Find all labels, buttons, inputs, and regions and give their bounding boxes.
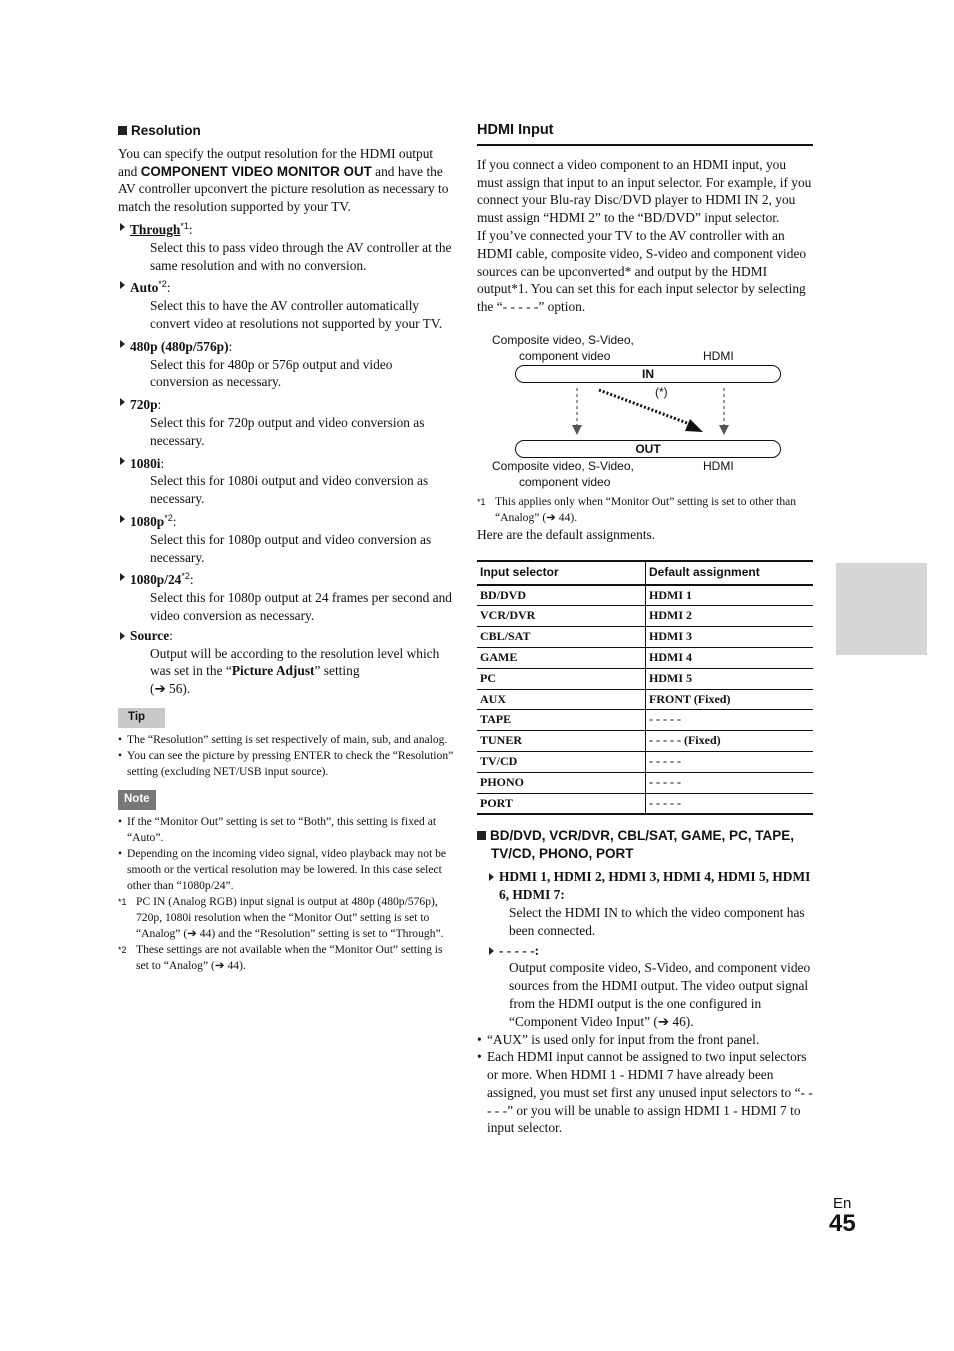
side-tab-marker: [836, 563, 927, 655]
triangle-bullet-icon: [120, 573, 125, 581]
table-row: [477, 689, 813, 710]
hdmi-para-1: If you connect a video component to an HDMI input, you must assign that input to an input selector. For example, if you connect your Blu-ray Disc/DVD player to HDMI IN 2, you must assign “HDMI 2” to the “BD/DVD” input selector.: [477, 156, 812, 226]
hdmi-para-2: If you’ve connected your TV to the AV controller with an HDMI cable, composite video, S-video and component video sources can be upconverted* and output by the HDMI output*1. You can set this for each input selector by selecting the “- - - - -” option.: [477, 227, 807, 315]
diagram-top-hdmi: HDMI: [703, 348, 734, 363]
tip-item: • The “Resolution” setting is set respectively of main, sub, and analog.: [118, 732, 454, 748]
option-auto: Auto$^{*2}$:: [130, 276, 454, 297]
diagram-top-label: Composite video, S-Video, component video: [492, 332, 634, 363]
cell-input-selector: PC: [477, 668, 646, 689]
note-item: • Depending on the incoming video signal, video playback may not be smooth or the vertical resolution may be lowered. In this case select other than “1080p/24”.: [118, 846, 454, 894]
option-auto-desc: Select this to have the AV controller automatically convert video at resolutions not supported by your TV.: [150, 298, 443, 331]
defaults-intro: Here are the default assignments.: [477, 526, 656, 542]
bullet-item: • “AUX” is used only for input from the front panel.: [477, 1031, 813, 1049]
triangle-bullet-icon: [120, 457, 125, 465]
cell-input-selector: CBL/SAT: [477, 627, 646, 648]
cell-input-selector: BD/DVD: [477, 585, 646, 606]
cell-default-assignment: HDMI 4: [646, 647, 814, 668]
hdmi-footnote: *1 This applies only when “Monitor Out” setting is set to other than “Analog” (➔ 44).: [477, 494, 797, 524]
option-source-desc: Output will be according to the resolution level which was set in the “Picture Adjust” setting (➔ 56).: [150, 645, 440, 697]
triangle-bullet-icon: [120, 340, 125, 348]
hdmi-bullets: [477, 1031, 813, 1138]
option-source: Source:: [130, 627, 454, 645]
page-language: En: [833, 1195, 852, 1212]
triangle-bullet-icon: [120, 632, 125, 640]
left-column: [118, 122, 454, 974]
triangle-bullet-icon: [120, 223, 125, 231]
cell-default-assignment: - - - - -: [646, 751, 814, 772]
cell-input-selector: PORT: [477, 793, 646, 814]
option-1080i-desc: Select this for 1080i output and video conversion as necessary.: [150, 473, 429, 507]
diagram-in-bar: IN: [515, 365, 781, 383]
cell-input-selector: PHONO: [477, 772, 646, 793]
option-hdmi-desc: Select the HDMI IN to which the video component has been connected.: [509, 904, 805, 938]
cell-input-selector: GAME: [477, 647, 646, 668]
bullet-item: • Each HDMI input cannot be assigned to two input selectors or more. When HDMI 1 - HDMI 7 have already been assigned, you must set first any unused input selectors to “- - - - -” or you will be unable to assign HDMI 1 - HDMI 7 to input selector.: [477, 1048, 813, 1137]
tip-item: • You can see the picture by pressing ENTER to check the “Resolution” setting (excluding NET/USB input source).: [118, 748, 454, 780]
square-bullet-icon: [118, 126, 127, 135]
table-row: [477, 647, 813, 668]
header-default-assignment: Default assignment: [646, 561, 814, 585]
note-item: • If the “Monitor Out” setting is set to “Both”, this setting is fixed at “Auto”.: [118, 814, 454, 846]
option-480p-desc: Select this for 480p or 576p output and video conversion as necessary.: [150, 356, 393, 390]
resolution-intro: You can specify the output resolution for the HDMI output and COMPONENT VIDEO MONITOR OUT and have the AV controller upconvert the picture resolution as necessary to match the resolution supported by your TV.: [118, 145, 449, 215]
table-row: [477, 772, 813, 793]
option-1080p-desc: Select this for 1080p output and video conversion as necessary.: [150, 531, 432, 565]
option-1080p-24: 1080p/24$^{*2}$:: [130, 568, 454, 589]
option-hdmi: HDMI 1, HDMI 2, HDMI 3, HDMI 4, HDMI 5, HDMI 6, HDMI 7:: [499, 868, 813, 904]
table-row: [477, 751, 813, 772]
triangle-bullet-icon: [120, 515, 125, 523]
option-through: Through$^{*1}$:: [130, 218, 454, 239]
cell-default-assignment: - - - - -: [646, 710, 814, 731]
option-480p: 480p (480p/576p):: [130, 335, 454, 356]
note-list: [118, 814, 454, 894]
footnote-1: *1 PC IN (Analog RGB) input signal is output at 480p (480p/576p), 720p, 1080i resolution when the “Monitor Out” setting is set to “Analog” (➔ 44) and the “Resolution” setting is set to “Through”.: [118, 894, 444, 940]
table-row: [477, 627, 813, 648]
table-row: [477, 731, 813, 752]
cell-default-assignment: - - - - -: [646, 772, 814, 793]
cell-default-assignment: HDMI 1: [646, 585, 814, 606]
table-body: [477, 585, 813, 815]
right-column: [477, 122, 813, 1137]
table-row: [477, 668, 813, 689]
option-1080i: 1080i:: [130, 452, 454, 473]
cell-input-selector: TV/CD: [477, 751, 646, 772]
cell-input-selector: TAPE: [477, 710, 646, 731]
upconvert-diagram: [477, 322, 813, 494]
footnote-2: *2 These settings are not available when the “Monitor Out” setting is set to “Analog” (➔ 44).: [118, 942, 443, 972]
cell-default-assignment: - - - - -: [646, 793, 814, 814]
tip-label: Tip: [118, 708, 165, 728]
diagram-arrows: [477, 382, 813, 440]
cell-default-assignment: HDMI 2: [646, 606, 814, 627]
option-dash: - - - - -:: [499, 942, 813, 960]
resolution-options: [118, 218, 454, 698]
tip-list: [118, 732, 454, 780]
option-through-desc: Select this to pass video through the AV controller at the same resolution and with no conversion.: [150, 239, 452, 273]
option-dash-desc: Output composite video, S-Video, and component video sources from the HDMI output. The video output signal from the HDMI output is the one configured in “Component Video Input” (➔ 46).: [509, 960, 811, 1029]
option-720p: 720p:: [130, 393, 454, 414]
cell-default-assignment: HDMI 3: [646, 627, 814, 648]
option-1080p: $1080p^{*2}$:: [130, 510, 454, 531]
diagram-star: (*): [655, 384, 668, 399]
diagram-bottom-label: Composite video, S-Video, component video: [492, 458, 634, 489]
resolution-heading: Resolution: [118, 122, 454, 140]
cell-input-selector: VCR/DVR: [477, 606, 646, 627]
table-row: [477, 585, 813, 606]
cell-input-selector: AUX: [477, 689, 646, 710]
cell-input-selector: TUNER: [477, 731, 646, 752]
hdmi-input-heading: HDMI Input: [477, 122, 813, 146]
default-assignment-table: [477, 560, 813, 816]
table-row: [477, 606, 813, 627]
triangle-bullet-icon: [120, 398, 125, 406]
page-number: 45: [829, 1210, 856, 1237]
cell-default-assignment: FRONT (Fixed): [646, 689, 814, 710]
triangle-bullet-icon: [489, 947, 494, 955]
selectors-heading: BD/DVD, VCR/DVR, CBL/SAT, GAME, PC, TAPE, TV/CD, PHONO, PORT: [477, 827, 813, 863]
square-bullet-icon: [477, 831, 486, 840]
table-row: [477, 710, 813, 731]
option-1080p-24-desc: Select this for 1080p output at 24 frames per second and video conversion as necessary.: [150, 590, 452, 623]
note-label: Note: [118, 790, 156, 810]
diagram-bottom-hdmi: HDMI: [703, 458, 734, 473]
header-input-selector: Input selector: [477, 561, 646, 585]
triangle-bullet-icon: [489, 873, 494, 881]
diagram-out-bar: OUT: [515, 440, 781, 458]
triangle-bullet-icon: [120, 281, 125, 289]
option-720p-desc: Select this for 720p output and video conversion as necessary.: [150, 414, 425, 448]
cell-default-assignment: - - - - - (Fixed): [646, 731, 814, 752]
table-header-row: [477, 561, 813, 585]
table-row: [477, 793, 813, 814]
cell-default-assignment: HDMI 5: [646, 668, 814, 689]
